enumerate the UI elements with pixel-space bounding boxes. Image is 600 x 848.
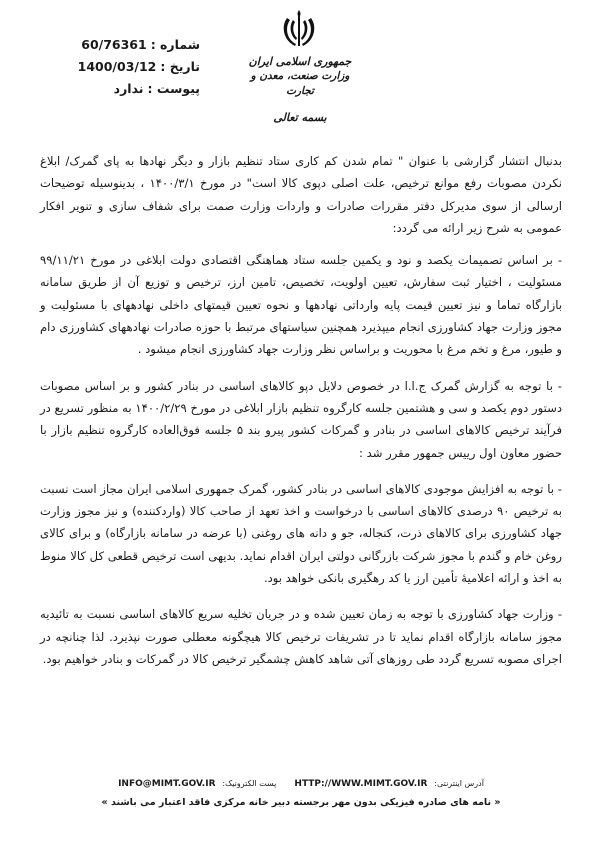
letter-number-value: 60/76361 (81, 37, 147, 52)
email-link[interactable]: INFO@MIMT.GOV.IR (118, 779, 216, 789)
ministry-name: وزارت صنعت، معدن و تجارت (250, 70, 350, 97)
letter-meta (40, 34, 200, 100)
letter-date-value: 1400/03/12 (77, 59, 157, 74)
body-paragraph-2: - با توجه به گزارش گمرک ج.ا.ا در خصوص دلایل دپو کالاهای اساسی در بنادر کشور و بر اساس مصوبات دستور دوم یکصد و سی و هشتمین جلسه کارگروه تنظیم بازار ابلاغی در مورخ ۱۴۰۰/۲/۲۹ به منظور تسریع در فرآیند ترخیص کالاهای اساسی در بنادر و گمرکات کشور پیرو بند ۵ جلسه فوق‌العاده کارگروه تنظیم بازار با حضور معاون اول رییس جمهور مقرر شد : (40, 378, 562, 460)
email-label: پست الکترونیک: (222, 779, 277, 788)
letter-date-label: تاریخ : (160, 59, 200, 74)
ministry-header (240, 54, 360, 124)
footer-email (118, 776, 276, 792)
iran-emblem-icon (277, 8, 321, 52)
letter-attachment-label: پیوست : (147, 81, 200, 96)
letter-footer (40, 776, 562, 810)
body-paragraph-intro: بدنبال انتشار گزارشی با عنوان " تمام شدن کم کاری ستاد تنظیم بازار و دیگر نهادها به پای گمرک/ ابلاغ نکردن مصوبات رفع موانع ترخیص، علت اصلی دپوی کالا است" در مورخ ۱۴۰۰/۳/۱ ، بدینوسیله توضیحات ارسالی از سوی مدیرکل دفتر مقررات صادرات و واردات وزارت صمت برای شفاف سازی و تنویر افکار عمومی به شرح زیر ارائه می گردد: (40, 154, 562, 235)
footer-contact-row (40, 776, 562, 792)
footer-website (294, 776, 484, 792)
letter-body (40, 150, 562, 684)
letter-number-label: شماره : (150, 37, 200, 52)
letter-date-row (40, 56, 200, 78)
website-label: آدرس اینترنتی: (434, 779, 484, 788)
gov-name: جمهوری اسلامی ایران (248, 55, 352, 68)
bismillah: بسمه تعالی (273, 111, 327, 124)
footer-validity-note: « نامه های صادره فیزیکی بدون مهر برجسته دبیر خانه مرکزی فاقد اعتبار می باشند » (101, 797, 501, 808)
letter-attachment-row (40, 78, 200, 100)
letter-number-row (40, 34, 200, 56)
body-paragraph-4: - وزارت جهاد کشاورزی با توجه به زمان تعیین شده و در جریان تخلیه سریع کالاهای اساسی نسبت به تائیدیه مجوز سامانه بازارگاه اقدام نماید تا در تشریفات ترخیص کالا هیچگونه معطلی صورت نپذیرد. لذا چنانچه در اجرای مصوبه تسریع گردد طی روزهای آتی شاهد کاهش چشمگیر ترخیص کالا در گمرکات و بنادر خواهیم بود. (40, 607, 562, 666)
letter-attachment-value: ندارد (113, 81, 144, 96)
body-paragraph-1: - بر اساس تصمیمات یکصد و نود و یکمین جلسه ستاد هماهنگی اقتصادی دولت ابلاغی در مورخ ۹۹/۱۱/۲۱ مسئولیت ، اختیار ثبت سفارش، تعیین اولویت، تخصیص، تامین ارز، ترخیص و توزیع آن از طریق سامانه بازارگاه تماما و نیز تعیین قیمت پایه وارداتی نهادهها و نحوه تعیین قیمتهای داخلی نهادههای با مسئولیت و مجوز وزارت جهاد کشاورزی انجام میپذیرد همچنین سیاستهای مرتبط با حوزه صادرات نهادههای کشاورزی دام و طیور، مرغ و تخم مرغ با محوریت و براساس نظر وزارت جهاد کشاورزی انجام میشود . (40, 253, 562, 357)
website-link[interactable]: HTTP://WWW.MIMT.GOV.IR (294, 779, 428, 789)
body-paragraph-3: - با توجه به افزایش موجودی کالاهای اساسی در بنادر کشور، گمرک جمهوری اسلامی ایران مجاز است نسبت به ترخیص ۹۰ درصدی کالاهای اساسی با درخواست و اخذ تعهد از صاحب کالا (واردکننده) و نیز مجوز وزارت جهاد کشاورزی برای کالاهای ذرت، کنجاله، جو و دانه های روغنی (با عرضه در سامانه بازارگاه) و برای کالای روغن خام و گندم با مجوز شرکت بازرگانی دولتی ایران اقدام نماید. بدیهی است ترخیص قطعی کل کالا منوط به اخذ و ارائه اعلامیهٔ تأمین ارز یا کد رهگیری بانکی خواهد بود. (40, 481, 562, 586)
